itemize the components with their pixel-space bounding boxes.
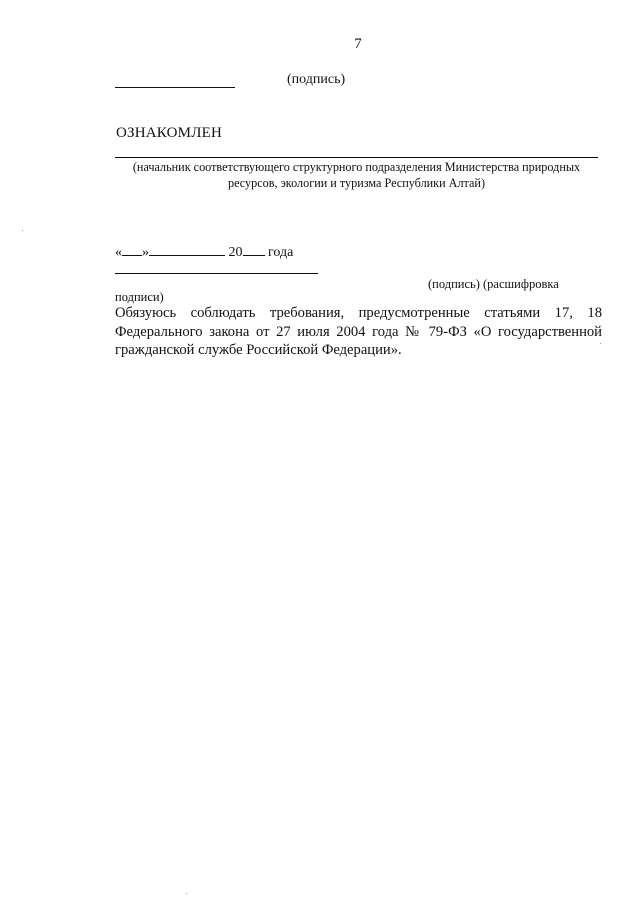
department-head-caption: (начальник соответствующего структурного подразделения Министерства природных ресурсов, экологии и туризма Республики Алтай) bbox=[132, 160, 581, 190]
signature-line bbox=[115, 87, 235, 88]
signature-decoding-label: (подпись) (расшифровка bbox=[428, 277, 559, 291]
acquainted-heading: ОЗНАКОМЛЕН bbox=[116, 125, 222, 141]
year-blank bbox=[243, 242, 265, 256]
year-prefix: 20 bbox=[228, 245, 243, 260]
date-suffix: года bbox=[268, 245, 294, 260]
month-blank bbox=[149, 242, 225, 256]
scan-speck bbox=[600, 343, 601, 344]
scan-speck bbox=[22, 230, 23, 231]
close-quote: » bbox=[142, 245, 149, 260]
page-number: 7 bbox=[354, 36, 362, 52]
obligation-paragraph: Обязуюсь соблюдать требования, предусмотренные статьями 17, 18 Федерального закона от 27 июля 2004 года № 79-ФЗ «О государственной гражданской службе Российской Федерации». bbox=[115, 305, 602, 359]
date-line bbox=[115, 242, 293, 261]
day-blank bbox=[122, 242, 142, 256]
signature-label: (подпись) bbox=[287, 72, 346, 87]
scan-speck bbox=[186, 893, 187, 894]
department-head-line bbox=[115, 157, 598, 158]
signature-line-2 bbox=[115, 273, 318, 274]
signature-decoding-label-cont: подписи) bbox=[115, 290, 164, 304]
open-quote: « bbox=[115, 245, 122, 260]
